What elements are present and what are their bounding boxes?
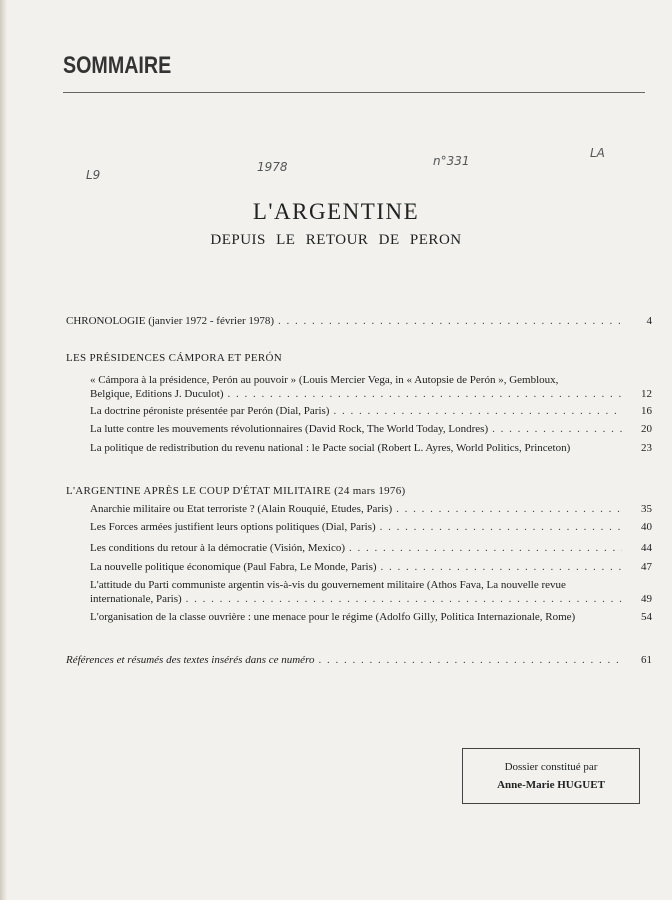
toc-page-number: 4 — [646, 315, 652, 327]
handwritten-note: L9 — [86, 168, 101, 182]
credit-label: Dossier constitué par — [504, 761, 598, 773]
toc-page-number: 16 — [641, 405, 652, 417]
toc-entry — [90, 610, 652, 624]
toc-page-number: 12 — [641, 388, 652, 400]
leader-dots — [380, 520, 622, 534]
credit-author: Anne-Marie HUGUET — [497, 779, 605, 791]
toc-page-number: 35 — [641, 503, 652, 515]
toc-entry — [90, 441, 652, 455]
toc-entry — [90, 422, 652, 436]
toc-entry-text: « Cámpora à la présidence, Perón au pouvoir » (Louis Mercier Vega, in « Autopsie de Perón », Gembloux, — [90, 374, 559, 386]
toc-entry-text: Les Forces armées justifient leurs options politiques (Dial, Paris) — [90, 521, 376, 533]
section-heading-coup-etat: L'ARGENTINE APRÈS LE COUP D'ÉTAT MILITAIRE (24 mars 1976) — [66, 485, 406, 497]
toc-entry-references — [66, 653, 652, 667]
toc-entry-text: Références et résumés des textes insérés dans ce numéro — [66, 654, 315, 666]
header-divider — [63, 92, 645, 93]
section-heading-presidences: LES PRÉSIDENCES CÁMPORA ET PERÓN — [66, 352, 282, 364]
leader-dots — [492, 422, 622, 436]
leader-dots — [349, 541, 622, 555]
toc-entry-text: L'organisation de la classe ouvrière : une menace pour le régime (Adolfo Gilly, Politica Internazionale, Rome) — [90, 611, 576, 623]
leader-dots — [396, 502, 622, 516]
toc-entry — [90, 560, 652, 574]
document-title: L'ARGENTINE — [252, 199, 420, 224]
toc-entry-chronologie — [66, 314, 652, 328]
toc-page-number: 49 — [641, 593, 652, 605]
page-edge — [0, 0, 7, 900]
toc-page-number: 44 — [641, 542, 652, 554]
toc-entry — [90, 387, 652, 401]
toc-entry-text: La politique de redistribution du revenu national : le Pacte social (Robert L. Ayres, World Politics, Princeton) — [90, 442, 571, 454]
toc-page-number: 61 — [641, 654, 652, 666]
toc-entry-text: Les conditions du retour à la démocratie (Visión, Mexico) — [90, 542, 346, 554]
leader-dots — [318, 653, 622, 667]
toc-entry — [90, 502, 652, 516]
leader-dots — [381, 560, 622, 574]
toc-entry-text: Anarchie militaire ou Etat terroriste ? (Alain Rouquié, Etudes, Paris) — [90, 503, 393, 515]
toc-page-number: 20 — [641, 423, 652, 435]
toc-entry — [90, 520, 652, 534]
document-subtitle: DEPUIS LE RETOUR DE PERON — [210, 232, 462, 248]
toc-entry-text: L'attitude du Parti communiste argentin vis-à-vis du gouvernement militaire (Athos Fava, La nouvelle revue — [90, 579, 566, 591]
toc-entry — [90, 404, 652, 418]
leader-dots — [228, 387, 622, 401]
handwritten-note: n°331 — [433, 154, 470, 168]
page-header-title: SOMMAIRE — [63, 52, 172, 79]
credit-box — [462, 748, 640, 804]
toc-entry-text: internationale, Paris) — [90, 593, 182, 605]
handwritten-note: LA — [590, 146, 605, 160]
toc-entry-text: CHRONOLOGIE (janvier 1972 - février 1978) — [66, 315, 275, 327]
toc-entry — [90, 541, 652, 555]
toc-page-number: 47 — [641, 561, 652, 573]
leader-dots — [186, 592, 622, 606]
toc-entry-text: La doctrine péroniste présentée par Perón (Dial, Paris) — [90, 405, 330, 417]
toc-page-number: 54 — [641, 611, 652, 623]
handwritten-note: 1978 — [257, 160, 288, 174]
toc-entry-text: La lutte contre les mouvements révolutionnaires (David Rock, The World Today, Londres) — [90, 423, 489, 435]
leader-dots — [278, 314, 622, 328]
leader-dots — [333, 404, 622, 418]
toc-entry — [90, 592, 652, 606]
toc-entry-text: La nouvelle politique économique (Paul Fabra, Le Monde, Paris) — [90, 561, 377, 573]
toc-page-number: 23 — [641, 442, 652, 454]
toc-page-number: 40 — [641, 521, 652, 533]
toc-entry-text: Belgique, Editions J. Duculot) — [90, 388, 224, 400]
